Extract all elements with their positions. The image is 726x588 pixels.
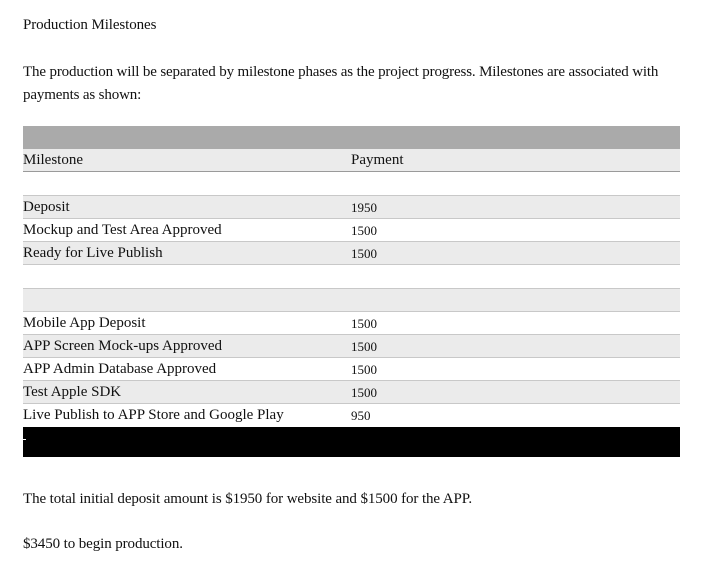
page-title: Production Milestones	[23, 17, 157, 33]
payment-cell: 1500	[351, 362, 377, 377]
table-row	[23, 404, 680, 427]
intro-paragraph: The production will be separated by milestone phases as the project progress. Milestones are associated with payments as shown:	[23, 64, 659, 103]
deposit-note: The total initial deposit amount is $1950 for website and $1500 for the APP.	[23, 491, 473, 507]
payment-cell: 1500	[351, 385, 377, 400]
table-row	[23, 242, 680, 265]
milestone-cell: Live Publish to APP Store and Google Play	[23, 407, 284, 423]
payment-cell: 1500	[351, 223, 377, 238]
milestone-column-header: Milestone	[23, 152, 83, 168]
milestone-cell: Mockup and Test Area Approved	[23, 222, 222, 238]
table-bottom-band	[23, 427, 680, 457]
milestone-cell: Test Apple SDK	[23, 384, 122, 400]
table-row	[23, 312, 680, 335]
table-spacer-row	[23, 265, 680, 289]
payment-cell: 1950	[351, 200, 377, 215]
begin-production-note: $3450 to begin production.	[23, 536, 183, 552]
table-header-row	[23, 149, 680, 172]
table-row	[23, 196, 680, 219]
table-row	[23, 381, 680, 404]
milestone-cell: Deposit	[23, 199, 70, 215]
milestone-table	[23, 126, 680, 457]
payment-cell: 1500	[351, 339, 377, 354]
table-spacer-row	[23, 172, 680, 196]
milestone-cell: Ready for Live Publish	[23, 245, 163, 261]
payment-cell: 950	[351, 408, 371, 423]
payment-column-header: Payment	[351, 152, 404, 168]
payment-cell: 1500	[351, 316, 377, 331]
band-mark	[23, 439, 26, 440]
table-top-band	[23, 126, 680, 149]
table-spacer-row	[23, 289, 680, 312]
table-row	[23, 219, 680, 242]
payment-cell: 1500	[351, 246, 377, 261]
milestone-cell: Mobile App Deposit	[23, 315, 146, 331]
milestone-cell: APP Admin Database Approved	[23, 361, 217, 377]
milestone-cell: APP Screen Mock-ups Approved	[23, 338, 223, 354]
table-row	[23, 335, 680, 358]
table-row	[23, 358, 680, 381]
